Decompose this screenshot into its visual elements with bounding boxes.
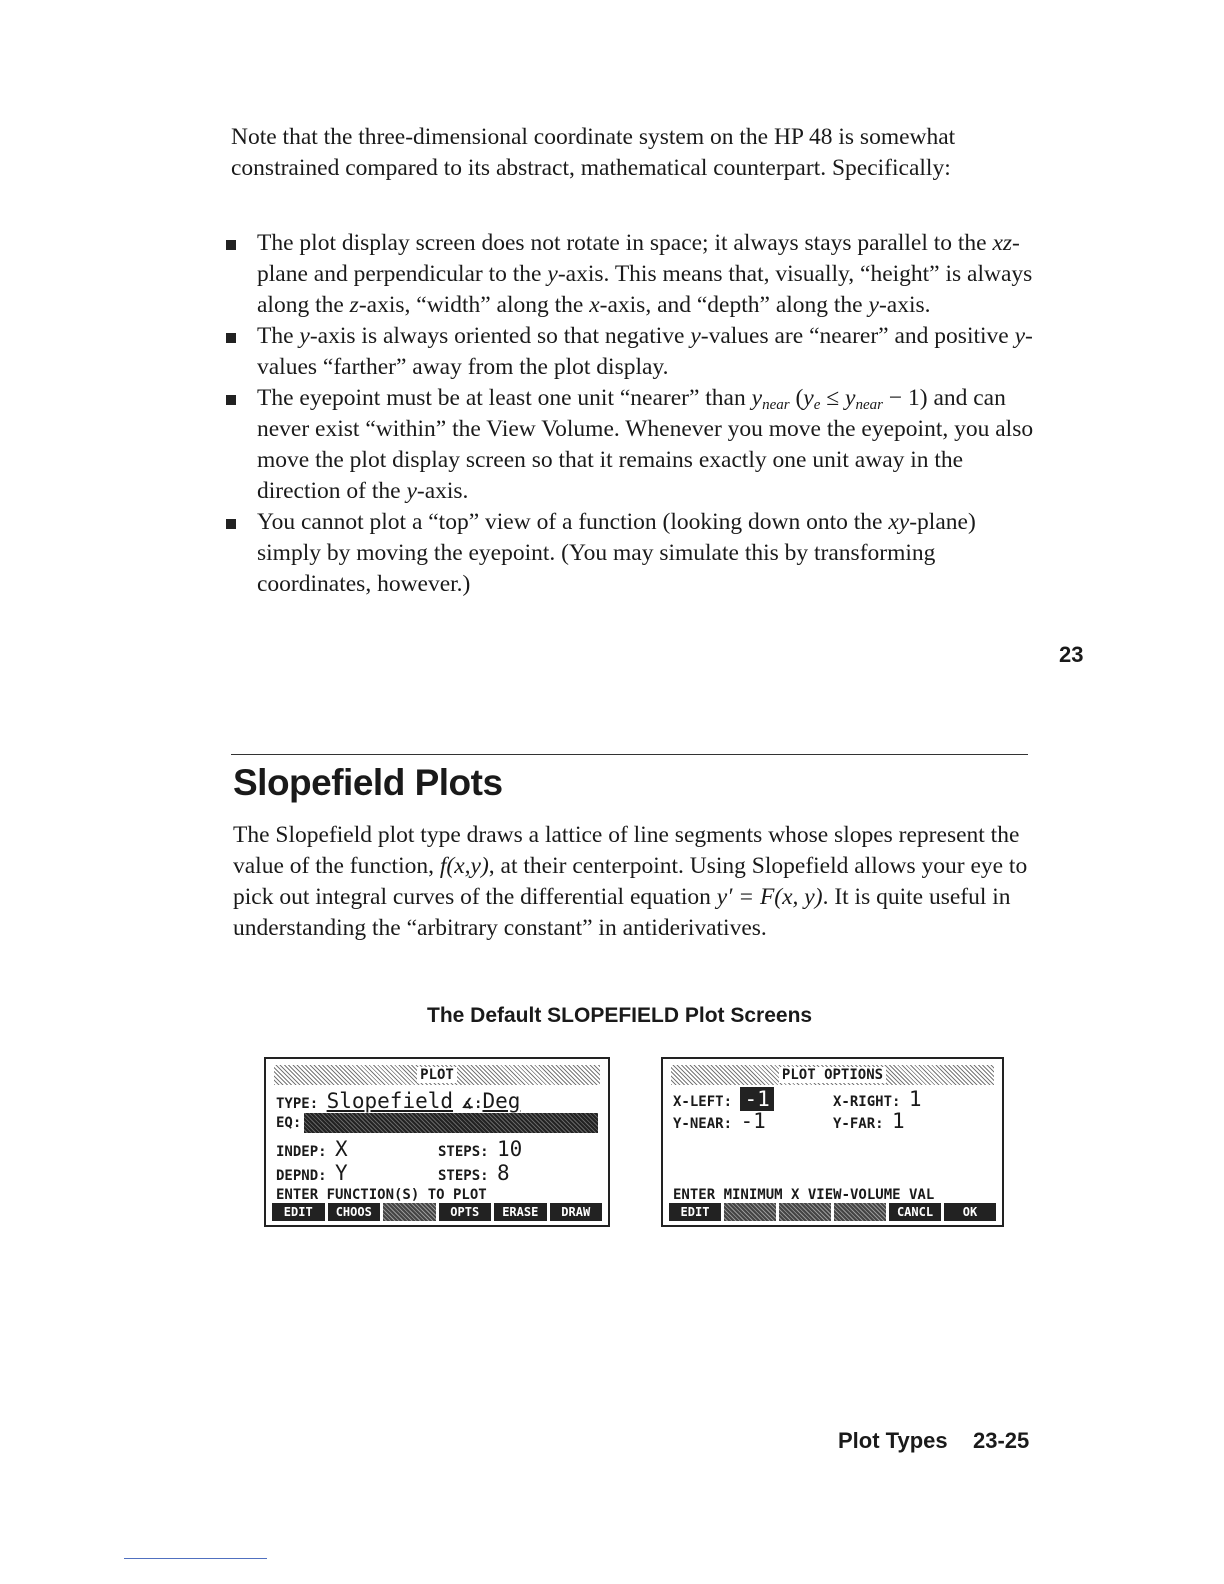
menu-cancl-key[interactable]: CANCL [889, 1203, 941, 1221]
math-subscript: near [855, 397, 883, 413]
type-row [276, 1089, 520, 1113]
list-item [224, 228, 1044, 321]
options-title: PLOT OPTIONS [779, 1067, 886, 1083]
text-run: The Slopefield plot type draws a lattice of line segments whose slopes represent the value of the function, [233, 822, 1020, 879]
math-subscript: e [813, 397, 821, 413]
math-var: xz [992, 230, 1013, 256]
steps2-row [438, 1161, 510, 1185]
math-var: xy [888, 509, 910, 535]
xleft-field[interactable]: -1 [740, 1087, 773, 1111]
menu-edit-key[interactable]: EDIT [272, 1203, 325, 1221]
text-run: -axis. [416, 478, 469, 504]
math-var: y [406, 478, 417, 504]
text-run: -plane and perpendicular to the [257, 230, 1020, 287]
text-run: You cannot plot a “top” view of a function (looking down onto the [257, 509, 889, 535]
menu-draw-key[interactable]: DRAW [550, 1203, 603, 1221]
yfar-label: Y-FAR: [833, 1116, 884, 1132]
math-var: y [299, 323, 310, 349]
math-var: z [349, 292, 359, 318]
depnd-row [276, 1161, 348, 1185]
menu-opts-key[interactable]: OPTS [439, 1203, 492, 1221]
menu-blank-key[interactable] [834, 1203, 886, 1221]
eq-label: EQ: [276, 1115, 302, 1131]
text-run: -axis. This means that, visually, “height” is always along the [257, 261, 1033, 318]
menu-blank-key[interactable] [724, 1203, 776, 1221]
steps1-row [438, 1137, 522, 1161]
type-label: TYPE: [276, 1096, 319, 1112]
math-var: y [1014, 323, 1026, 349]
text-run: The [257, 323, 300, 349]
options-menu [669, 1203, 996, 1221]
menu-blank-key[interactable] [383, 1203, 436, 1221]
depnd-label: DEPND: [276, 1168, 327, 1184]
math-var: y [868, 292, 879, 318]
xright-label: X-RIGHT: [833, 1094, 901, 1110]
list-item [224, 507, 1044, 600]
ynear-row [673, 1109, 766, 1133]
math-var: y [751, 385, 763, 411]
text-run: ≤ [820, 385, 846, 411]
math-var: y [803, 385, 814, 411]
section-divider [231, 754, 1028, 755]
plot-prompt: ENTER FUNCTION(S) TO PLOT [276, 1187, 487, 1203]
math-var: y [547, 261, 558, 287]
text-run: The plot display screen does not rotate in space; it always stays parallel to the [257, 230, 993, 256]
text-run: . It is quite useful in understanding the “arbitrary constant” in antiderivatives. [233, 884, 1011, 941]
xright-field[interactable]: 1 [908, 1087, 922, 1111]
math-subscript: near [762, 397, 790, 413]
list-item [224, 321, 1044, 383]
math-expression: f(x,y) [439, 853, 489, 879]
constraint-list [224, 228, 1044, 600]
chapter-number: 23 [1059, 642, 1084, 667]
list-item [224, 383, 1044, 507]
indep-row [276, 1137, 348, 1161]
section-paragraph [233, 820, 1033, 944]
steps-label: STEPS: [438, 1168, 489, 1184]
text-run: -values are “nearer” and positive [700, 323, 1015, 349]
square-bullet-icon [226, 333, 236, 343]
section-title: Slopefield Plots [233, 762, 503, 803]
xleft-label: X-LEFT: [673, 1094, 733, 1110]
text-run: -axis, and “depth” along the [599, 292, 869, 318]
depnd-field[interactable]: Y [335, 1161, 348, 1185]
math-var: y [690, 323, 701, 349]
steps-field[interactable]: 8 [497, 1161, 510, 1185]
indep-field[interactable]: X [335, 1137, 348, 1161]
text-run: -plane) simply by moving the eyepoint. (You may simulate this by transforming coordinates, however.) [257, 509, 976, 597]
text-run: ( [789, 385, 804, 411]
steps-label: STEPS: [438, 1144, 489, 1160]
math-var: y [845, 385, 856, 411]
menu-choos-key[interactable]: CHOOS [328, 1203, 381, 1221]
footer-chapter-label: Plot Types [838, 1428, 948, 1453]
text-run: , at their centerpoint. Using Slopefield allows your eye to pick out integral curves of the differential equation [233, 853, 1028, 910]
yfar-field[interactable]: 1 [892, 1109, 905, 1133]
options-prompt: ENTER MINIMUM X VIEW-VOLUME VAL [673, 1187, 935, 1203]
text-run: -axis, “width” along the [358, 292, 590, 318]
steps-field[interactable]: 10 [497, 1137, 523, 1161]
plot-menu [272, 1203, 602, 1221]
plot-screen [264, 1057, 610, 1227]
menu-ok-key[interactable]: OK [944, 1203, 996, 1221]
math-var: x [589, 292, 600, 318]
text-run: and can never exist “within” the View Volume. Whenever you move the eyepoint, you also move the plot display screen so that it remains exactly one unit away in the direction of the [257, 385, 1034, 504]
angle-label: ∡: [461, 1096, 483, 1112]
angle-field[interactable]: Deg [482, 1089, 521, 1113]
plot-options-screen [661, 1057, 1004, 1227]
indep-label: INDEP: [276, 1144, 327, 1160]
text-run: -axis is always oriented so that negative [309, 323, 691, 349]
plot-titlebar [274, 1065, 600, 1085]
menu-erase-key[interactable]: ERASE [494, 1203, 547, 1221]
square-bullet-icon [226, 519, 236, 529]
plot-title: PLOT [417, 1067, 457, 1083]
square-bullet-icon [226, 240, 236, 250]
text-run: -values “farther” away from the plot display. [257, 323, 1033, 380]
xleft-row [673, 1087, 774, 1111]
intro-paragraph: Note that the three-dimensional coordinate system on the HP 48 is somewhat constrained compared to its abstract, mathematical counterpart. Specifically: [231, 124, 956, 181]
type-field[interactable]: Slopefield [326, 1089, 454, 1113]
text-run: -axis. [878, 292, 931, 318]
menu-edit-key[interactable]: EDIT [669, 1203, 721, 1221]
yfar-row [833, 1109, 905, 1133]
footnote-rule [124, 1558, 267, 1559]
ynear-label: Y-NEAR: [673, 1116, 733, 1132]
eq-field[interactable] [304, 1113, 598, 1133]
figure-caption: The Default SLOPEFIELD Plot Screens [427, 1004, 813, 1027]
ynear-field[interactable]: -1 [740, 1109, 766, 1133]
options-titlebar [671, 1065, 994, 1085]
math-expression: y′ = F(x, y) [716, 884, 823, 910]
text-run: The eyepoint must be at least one unit “nearer” than [257, 385, 752, 411]
square-bullet-icon [226, 395, 236, 405]
footer-page-number: 23-25 [973, 1428, 1030, 1453]
menu-blank-key[interactable] [779, 1203, 831, 1221]
text-run: − 1) [882, 385, 928, 411]
xright-row [833, 1087, 922, 1111]
